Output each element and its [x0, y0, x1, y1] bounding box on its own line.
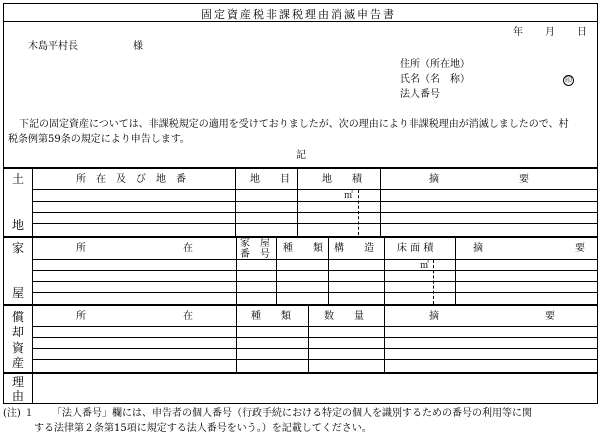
date-month-label: 月 [545, 27, 555, 38]
form-frame [3, 3, 598, 404]
honorific: 様 [133, 41, 143, 52]
date-day-label: 日 [577, 27, 587, 38]
reason-side-bottom: 由 [12, 389, 25, 403]
house-col-divider-3 [328, 238, 329, 304]
depreciable-col-divider-2 [308, 306, 309, 372]
house-row-1 [33, 270, 597, 271]
house-col-divider-5 [455, 238, 456, 304]
land-col-location: 所 在 及 び 地 番 [76, 174, 186, 185]
body-line1: 下記の固定資産については、非課税規定の適用を受けておりましたが、次の理由により非課税理由が消滅しましたので、村 [19, 119, 569, 130]
date-year-label: 年 [513, 27, 523, 38]
depreciable-col-kind: 種 類 [251, 311, 291, 322]
house-col-divider-1 [236, 238, 237, 304]
seal-mark: 印 [565, 76, 572, 84]
depreciable-header-border [33, 326, 597, 327]
depreciable-col-remarks-a: 摘 [429, 311, 439, 322]
house-col-divider-2 [276, 238, 277, 304]
depreciable-top-border [4, 304, 597, 306]
depreciable-col-divider-3 [384, 306, 385, 372]
land-row-3 [33, 223, 597, 224]
house-floor-unit: ㎡ [420, 261, 430, 271]
depreciable-col-location-a: 所 [76, 311, 86, 322]
land-row-2 [33, 212, 597, 213]
house-col-remarks-b: 要 [575, 243, 585, 254]
land-col-divider-3 [380, 168, 381, 236]
house-col-floor: 床 面 積 [397, 243, 434, 254]
depreciable-side-divider [32, 306, 33, 372]
house-col-location-b: 在 [183, 243, 193, 254]
depreciable-col-quantity: 数 量 [324, 311, 364, 322]
ki-label: 記 [296, 150, 306, 161]
land-header-border [33, 189, 597, 190]
title-divider [4, 21, 597, 22]
name-label: 氏名（名 称） [400, 74, 470, 85]
house-side-bottom: 屋 [12, 286, 25, 300]
land-col-divider-2 [297, 168, 298, 236]
land-side-bottom: 地 [12, 218, 25, 232]
land-col-chimoku: 地 目 [250, 174, 290, 185]
depreciable-row-3 [33, 359, 597, 360]
corp-number-label: 法人番号 [400, 89, 440, 100]
land-side-top: 土 [12, 172, 25, 186]
house-col-structure: 構 造 [334, 243, 374, 254]
note-label: (注) １ [3, 408, 34, 419]
land-row-1 [33, 201, 597, 202]
depreciable-col-location-b: 在 [183, 311, 193, 322]
depreciable-side-char-3: 資 [12, 341, 25, 355]
house-top-border [4, 236, 597, 238]
depreciable-col-remarks-b: 要 [545, 311, 555, 322]
house-col-divider-4 [384, 238, 385, 304]
land-col-divider-1 [235, 168, 236, 236]
land-col-remarks: 摘 要 [429, 174, 529, 185]
body-line2: 税条例第59条の規定により申告します。 [8, 134, 190, 145]
house-floor-decimal-line [433, 260, 434, 304]
reason-side-top: 理 [12, 375, 25, 389]
depreciable-row-2 [33, 348, 597, 349]
house-col-kind: 種 類 [283, 243, 323, 254]
house-side-top: 家 [12, 241, 25, 255]
note-line1: 「法人番号」欄には、申告者の個人番号（行政手続における特定の個人を識別するための番号の利用等に関 [52, 408, 532, 419]
house-header-border [33, 259, 597, 260]
depreciable-side-char-2: 却 [12, 325, 25, 339]
reason-top-border [4, 372, 597, 374]
form-title: 固定資産税非課税理由消滅申告書 [201, 8, 396, 21]
house-side-divider [32, 238, 33, 304]
depreciable-side-char-1: 償 [12, 310, 25, 324]
house-row-2 [33, 281, 597, 282]
addressee: 木島平村長 [28, 41, 78, 52]
depreciable-side-char-4: 産 [12, 356, 25, 370]
depreciable-col-divider-1 [236, 306, 237, 372]
land-area-unit: ㎡ [344, 191, 354, 201]
reason-side-divider [32, 374, 33, 403]
address-label: 住所（所在地） [400, 59, 470, 70]
depreciable-row-1 [33, 337, 597, 338]
land-col-area: 地 積 [322, 174, 362, 185]
land-side-divider [32, 168, 33, 236]
house-col-location-a: 所 [76, 243, 86, 254]
note-line2: する法律第２条第15項に規定する法人番号をいう。）を記載してください。 [34, 423, 372, 434]
house-col-remarks-a: 摘 [473, 243, 483, 254]
house-col-number-b: 番 号 [240, 249, 270, 260]
house-row-3 [33, 292, 597, 293]
house-col-number-a: 家 屋 [240, 238, 270, 249]
land-top-border [4, 167, 597, 169]
